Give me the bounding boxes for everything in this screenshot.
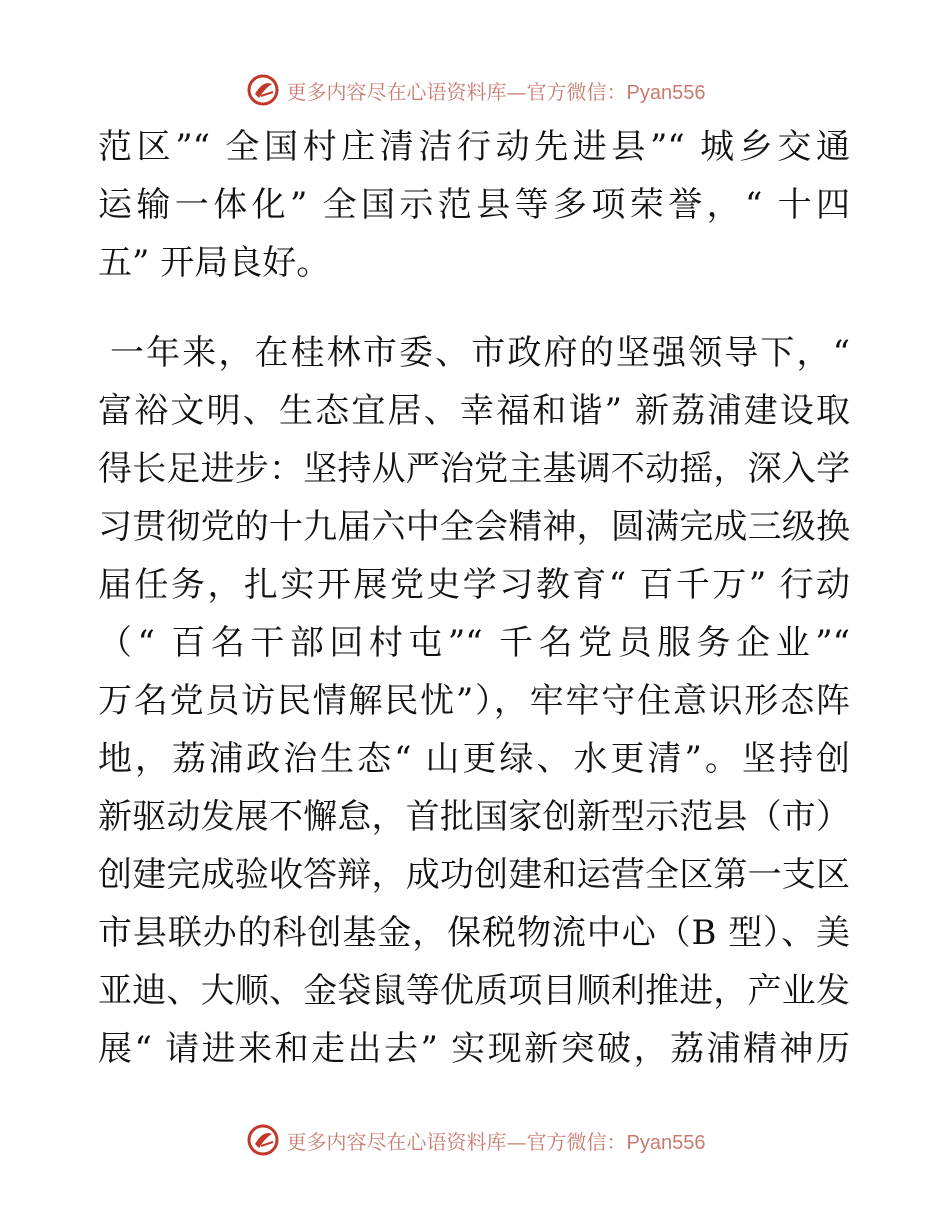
document-body [98,118,850,1078]
text-line: 万名党员访民情解民忧”），牢牢守住意识形态阵 [98,681,850,721]
text-line: 范区”“ 全国村庄清洁行动先进县”“ 城乡交通 [98,127,850,167]
banner-wechat-id: Pyan556 [626,81,706,104]
text-line: 创建完成验收答辩，成功创建和运营全区第一支区 [98,855,850,895]
text-line: 地，荔浦政治生态“ 山更绿、水更清”。坚持创 [98,739,850,779]
text-line: 市县联办的科创基金，保税物流中心（B 型）、美 [98,913,850,953]
banner-text [287,1126,706,1155]
text-line: 五” 开局良好。 [98,243,331,283]
text-line: 新驱动发展不懈怠，首批国家创新型示范县（市） [98,797,850,837]
text-line: 运输一体化” 全国示范县等多项荣誉，“ 十四 [98,185,850,225]
text-line: 展“ 请进来和走出去” 实现新突破，荔浦精神历 [98,1029,850,1069]
text-line: （“ 百名干部回村屯”“ 千名党员服务企业”“ [98,623,850,663]
text-line: 届任务，扎实开展党史学习教育“ 百千万” 行动 [98,565,850,605]
text-line: 习贯彻党的十九届六中全会精神，圆满完成三级换 [98,507,850,547]
banner-wechat-id: Pyan556 [626,1131,706,1154]
banner-slogan: 更多内容尽在心语资料库—官方微信： [286,1129,627,1154]
paragraph-1 [98,118,850,292]
banner-text [287,76,706,105]
banner-slogan: 更多内容尽在心语资料库—官方微信： [286,79,627,104]
paragraph-2 [98,324,850,1078]
brand-logo-icon [245,1122,281,1158]
text-line: 得长足进步：坚持从严治党主基调不动摇，深入学 [98,449,850,489]
header-watermark-banner [0,70,950,110]
text-line: 富裕文明、生态宜居、幸福和谐” 新荔浦建设取 [98,391,850,431]
text-line: 亚迪、大顺、金袋鼠等优质项目顺利推进，产业发 [98,971,850,1011]
footer-watermark-banner [0,1120,950,1160]
brand-logo-icon [245,72,281,108]
paragraph-gap [98,292,850,324]
text-line: 一年来，在桂林市委、市政府的坚强领导下，“ [110,333,850,373]
